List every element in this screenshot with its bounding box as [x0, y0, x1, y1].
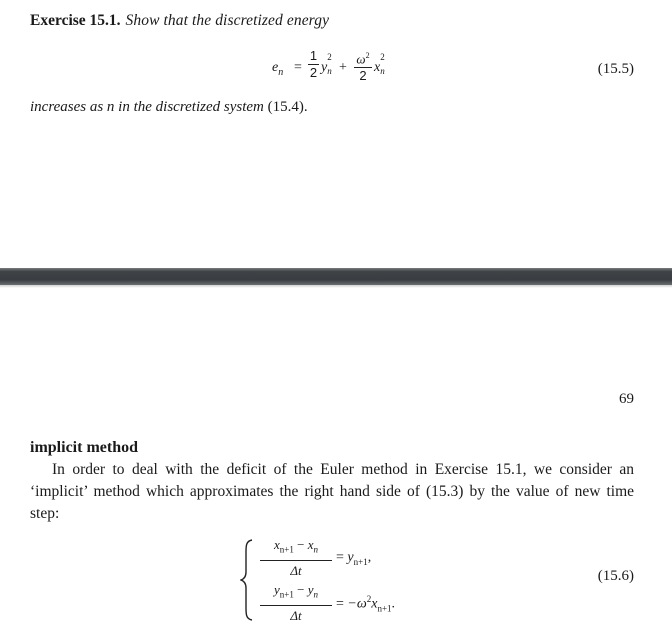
increase-statement — [30, 99, 308, 116]
frac-omega-den: 2 — [359, 68, 367, 84]
energy-lhs-sub: n — [278, 66, 284, 78]
eq1-den: Δt — [290, 562, 302, 578]
eq2-num-b-sub: n — [313, 589, 318, 600]
eq1-rhs-end: , — [367, 550, 372, 565]
eq2-num-a-sub: n+1 — [279, 589, 294, 600]
term-y-sub: n — [327, 66, 332, 76]
energy-equation — [270, 47, 410, 87]
implicit-system — [238, 534, 438, 624]
eq1-num-b: x — [307, 537, 314, 552]
eq1-num-a-sub: n+1 — [279, 544, 294, 555]
energy-equals: = — [294, 60, 302, 75]
exercise-statement — [30, 12, 329, 30]
increase-text: increases as n in the discretized system — [30, 99, 264, 115]
eq1-num-b-sub: n — [313, 544, 318, 555]
energy-frac-half — [308, 49, 319, 80]
eq1-rhs-var: y — [347, 550, 354, 565]
frac-omega-var: ω — [356, 51, 366, 67]
page-separator-shadow — [0, 285, 672, 288]
eq1-rhs — [336, 550, 371, 567]
eq2-rhs-prefix: −ω — [347, 596, 367, 612]
term-y-sup: 2 — [327, 52, 332, 62]
equation-number-15-6: (15.6) — [597, 568, 634, 584]
exercise-label: Exercise 15.1. — [30, 12, 121, 29]
frac-half-num: 1 — [309, 48, 318, 63]
eq1-fraction — [260, 538, 332, 578]
exercise-text: Show that the discretized energy — [125, 12, 330, 29]
eq2-equals: = — [336, 596, 344, 612]
eq2-rhs-sup: 2 — [366, 594, 372, 604]
eq2-fraction — [260, 583, 332, 623]
left-brace-icon — [240, 538, 254, 622]
eq2-num-a: y — [274, 582, 280, 597]
term-x-sup: 2 — [380, 52, 385, 62]
eq1-equals: = — [336, 550, 344, 565]
eq2-rhs — [336, 594, 395, 613]
eq2-rhs-sub: n+1 — [377, 603, 392, 614]
paragraph-text: In order to deal with the deficit of the Euler method in Exercise 15.1, we consider an ‘implicit’ method which approximates the right hand side of (15.3) by the value of new time step: — [30, 461, 634, 522]
page-number: 69 — [619, 391, 634, 407]
body-paragraph — [30, 459, 634, 525]
eq1-num-a: x — [274, 537, 280, 552]
increase-ref: (15.4). — [267, 99, 308, 115]
frac-omega-sup: 2 — [365, 51, 370, 60]
frac-half-den: 2 — [309, 65, 318, 80]
eq2-rhs-var: x — [371, 596, 378, 612]
eq2-num-b: y — [307, 582, 314, 597]
eq2-den: Δt — [290, 607, 302, 623]
term-x-sub: n — [380, 66, 385, 76]
energy-frac-omega — [354, 49, 372, 83]
term-y-var: y — [321, 60, 328, 75]
energy-plus: + — [339, 60, 347, 75]
equation-number-15-5: (15.5) — [597, 61, 634, 77]
energy-lhs: e — [272, 60, 279, 75]
page-separator — [0, 268, 672, 285]
energy-term-y — [321, 52, 332, 76]
energy-term-x — [374, 52, 385, 76]
eq1-rhs-sub: n+1 — [353, 556, 368, 567]
section-heading: implicit method — [30, 439, 138, 456]
eq1-minus: − — [297, 537, 305, 552]
eq2-minus: − — [297, 582, 305, 597]
term-x-var: x — [374, 60, 381, 75]
eq2-rhs-end: . — [391, 596, 396, 612]
